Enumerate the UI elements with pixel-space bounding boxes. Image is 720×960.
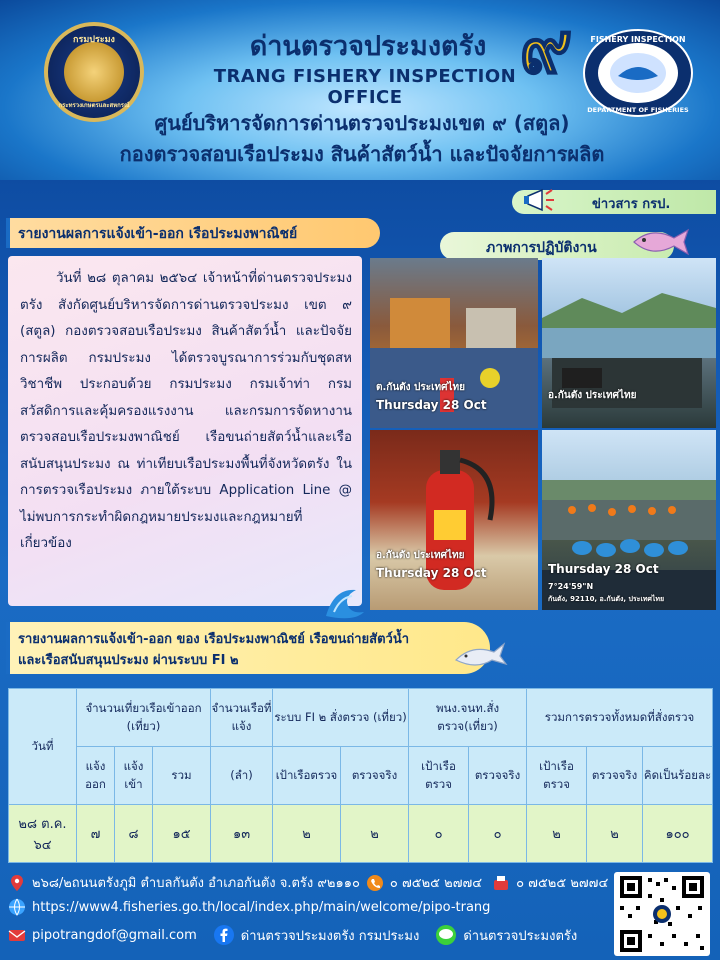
website-link[interactable]: https://www4.fisheries.go.th/local/index.php/main/welcome/pipo-trang (32, 899, 491, 915)
news-tag-label: ข่าวสาร กรป. (592, 197, 671, 212)
photo-4-date: Thursday 28 Oct (548, 562, 659, 576)
fax-number: ๐ ๗๕๒๕ ๒๗๗๔ (516, 876, 609, 891)
photo-boat-deck (370, 258, 538, 428)
table-section-heading (6, 622, 490, 674)
photo-1-location: ต.กันตัง ประเทศไทย (376, 382, 465, 393)
seal-emblem-icon (64, 42, 124, 102)
table-heading-line-1: รายงานผลการแจ้งเข้า-ออก ของ เรือประมงพาณิชย์ เรือขนถ่ายสัตว์น้ำ (18, 632, 410, 647)
subheader-sum: รวม (153, 747, 211, 805)
dolphin-icon (452, 640, 508, 674)
cell-boats: ๑๓ (211, 805, 273, 863)
report-section-heading (6, 218, 380, 248)
subheader-fi2-target: เป้าเรือตรวจ (273, 747, 341, 805)
cell-percent: ๑๐๐ (643, 805, 713, 863)
megaphone-icon (522, 184, 558, 216)
subheader-percent: คิดเป็นร้อยละ (643, 747, 713, 805)
subheader-officer-target: เป้าเรือตรวจ (409, 747, 469, 805)
table-row (9, 805, 713, 863)
subheader-total-target: เป้าเรือตรวจ (527, 747, 587, 805)
photo-1-date: Thursday 28 Oct (376, 398, 487, 412)
cell-fi2-actual: ๒ (341, 805, 409, 863)
subheader-unit: (ลำ) (211, 747, 273, 805)
photo-2-location: อ.กันตัง ประเทศไทย (548, 390, 637, 401)
subheader-officer-actual: ตรวจจริง (469, 747, 527, 805)
cell-in: ๘ (115, 805, 153, 863)
header-fi2: ระบบ FI ๒ สั่งตรวจ (เที่ยว) (273, 689, 409, 747)
table-heading-line-2: และเรือสนับสนุนประมง ผ่านระบบ FI ๒ (18, 653, 239, 668)
svg-text:FISHERY INSPECTION: FISHERY INSPECTION (590, 35, 686, 44)
header-boats: จำนวนเรือที่แจ้ง (211, 689, 273, 747)
email-link[interactable]: pipotrangdof@gmail.com (32, 927, 197, 943)
photo-4-coords: 7°24'59"N (548, 582, 594, 591)
operations-photos-heading-text: ภาพการปฏิบัติงาน (486, 240, 597, 256)
location-pin-icon (8, 874, 26, 892)
seal-left-bottom-text: กระทรวงเกษตรและสหกรณ์ (58, 102, 130, 109)
qr-code[interactable] (614, 872, 710, 956)
line-app-icon (435, 924, 457, 946)
report-body-panel (8, 256, 362, 606)
svg-text:๙: ๙ (519, 10, 573, 82)
page-title-thai: ด่านตรวจประมงตรัง (249, 31, 487, 62)
seal-left-top-text: กรมประมง (73, 35, 115, 45)
website-line (8, 898, 490, 916)
cell-sum: ๑๕ (153, 805, 211, 863)
cell-out: ๗ (77, 805, 115, 863)
cell-officer-actual: ๐ (469, 805, 527, 863)
inspection-report-table (8, 688, 712, 864)
header-date: วันที่ (9, 689, 77, 805)
cell-date: ๒๘ ต.ค. ๖๔ (9, 805, 77, 863)
subheader-total-actual: ตรวจจริง (587, 747, 643, 805)
subheader-out: แจ้งออก (77, 747, 115, 805)
cell-officer-target: ๐ (409, 805, 469, 863)
fish-icon (628, 224, 692, 260)
fishery-inspection-badge (582, 28, 694, 118)
cell-total-target: ๒ (527, 805, 587, 863)
globe-icon (8, 898, 26, 916)
subheader-in: แจ้งเข้า (115, 747, 153, 805)
wave-icon (322, 582, 368, 622)
photo-3-location: อ.กันตัง ประเทศไทย (376, 550, 465, 561)
photo-boats-at-sea (542, 258, 716, 428)
photo-4-address: กันตัง, 92110, อ.กันตัง, ประเทศไทย (548, 595, 665, 603)
cell-fi2-target: ๒ (273, 805, 341, 863)
address-line (8, 872, 608, 893)
header-officer: พนง.จนท.สั่งตรวจ(เที่ยว) (409, 689, 527, 747)
subtitle-block (58, 108, 666, 176)
fax-icon (492, 874, 510, 892)
department-of-fisheries-seal (44, 22, 144, 122)
operations-photo-collage (370, 258, 716, 610)
region-nine-numeral-icon (512, 10, 580, 82)
email-icon (8, 926, 26, 944)
cell-total-actual: ๒ (587, 805, 643, 863)
subtitle-line-2: กองตรวจสอบเรือประมง สินค้าสัตว์น้ำ และปัจจัยการผลิต (119, 142, 605, 166)
report-body-text: วันที่ ๒๘ ตุลาคม ๒๕๖๔ เจ้าหน้าที่ด่านตรวจประมงตรัง สังกัดศูนย์บริหารจัดการด่านตรวจประมง เขต ๙ (สตูล) กองตรวจสอบเรือประมง สินค้าสัตว์น้ำ และปัจจัยการผลิต กรมประมง ได้ตรวจบูรณาการร่วมกับชุดสหวิชาชีพ ประกอบด้วย กรมประมง กรมเจ้าท่า กรมสวัสดิการและคุ้มครองแรงงาน และกรมการจัดหางาน ตรวจสอบเรือประมงพาณิชย์ เรือขนถ่ายสัตว์น้ำและเรือสนับสนุนประมง ณ ท่าเทียบเรือประมงพื้นที่จังหวัดตรัง ในการตรวจเรือประมง ภายใต้ระบบ Application Line @ ไม่พบการกระทำผิดกฎหมายประมงและกฎหมายที่เกี่ยวข้อง (20, 271, 352, 551)
contact-footer (0, 866, 720, 960)
address-text: ๒๖๘/๒ถนนตรังภูมิ ตำบลกันตัง อำเภอกันตัง จ.ตรัง ๙๒๑๑๐ (32, 876, 360, 891)
photo-3-date: Thursday 28 Oct (376, 566, 487, 580)
photo-crew-on-boat (542, 430, 716, 610)
facebook-link[interactable]: ด่านตรวจประมงตรัง กรมประมง (240, 928, 420, 944)
phone-number: ๐ ๗๕๒๕ ๒๗๗๔ (389, 876, 483, 891)
page-title-english: TRANG FISHERY INSPECTION OFFICE (213, 66, 517, 108)
report-section-heading-text: รายงานผลการแจ้งเข้า-ออก เรือประมงพาณิชย์ (18, 226, 298, 242)
subtitle-line-1: ศูนย์บริหารจัดการด่านตรวจประมงเขต ๙ (สตูล) (154, 111, 570, 135)
social-line (8, 924, 577, 946)
phone-icon (366, 874, 384, 892)
photo-fire-extinguisher (370, 430, 538, 610)
header-total: รวมการตรวจทั้งหมดที่สั่งตรวจ (527, 689, 713, 747)
header-trips: จำนวนเที่ยวเรือเข้าออก (เที่ยว) (77, 689, 211, 747)
line-link[interactable]: ด่านตรวจประมงตรัง (463, 928, 578, 944)
header-banner (0, 0, 720, 180)
subheader-fi2-actual: ตรวจจริง (341, 747, 409, 805)
facebook-icon (213, 924, 235, 946)
svg-text:DEPARTMENT OF FISHERIES: DEPARTMENT OF FISHERIES (587, 106, 689, 114)
